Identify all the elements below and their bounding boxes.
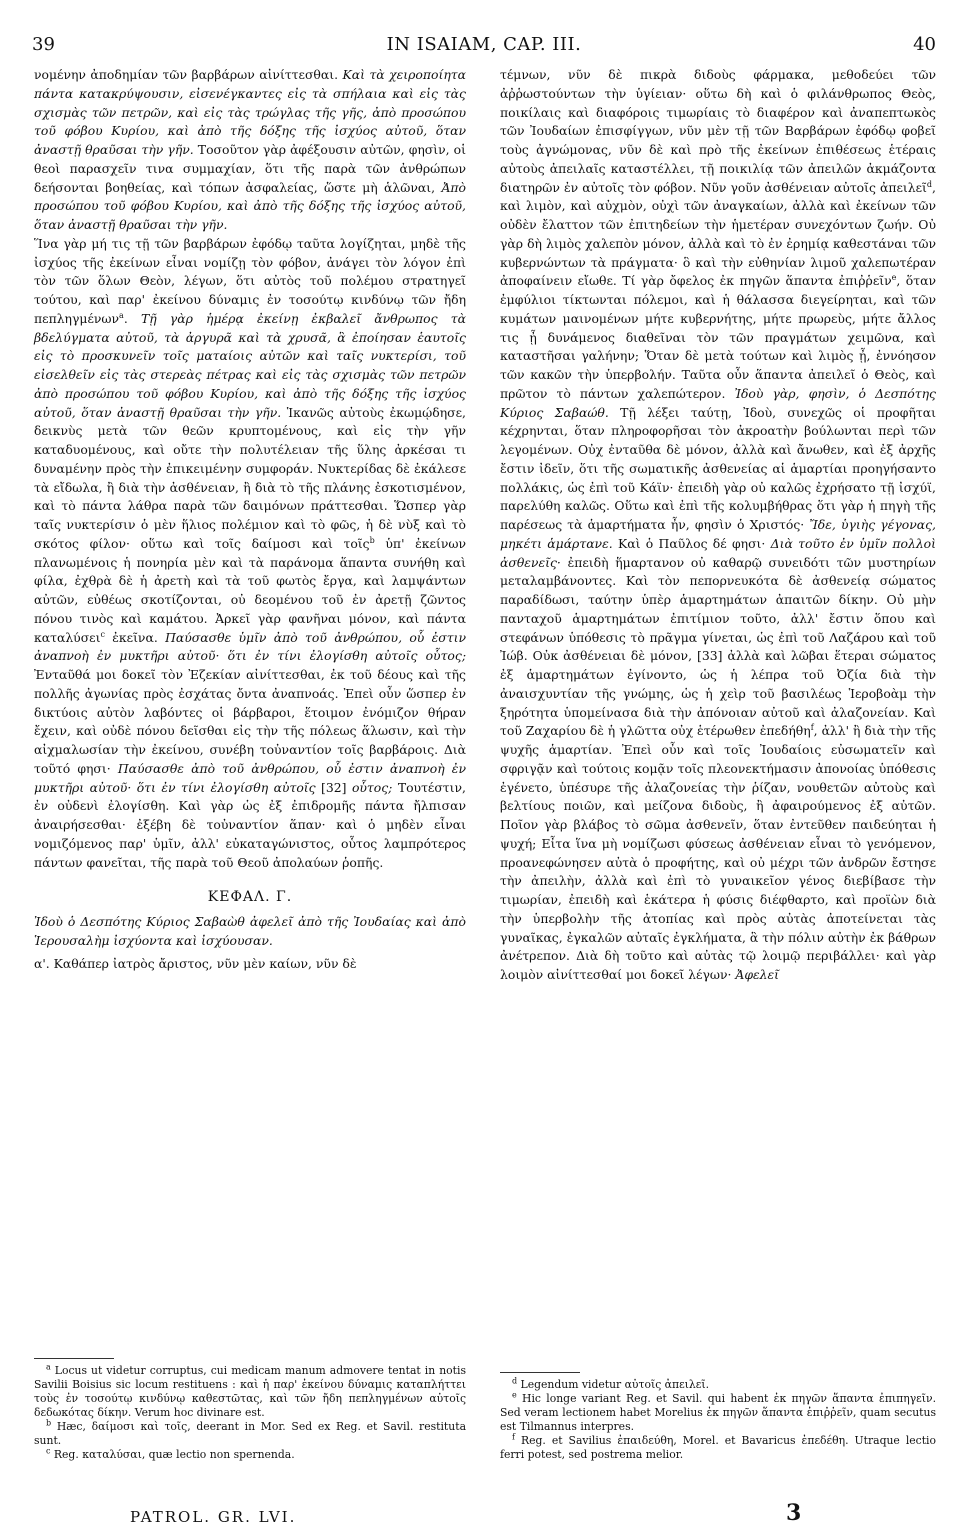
footnote-mark: c xyxy=(46,1446,51,1456)
footnote-mark: b xyxy=(46,1418,52,1428)
footnote-mark: a xyxy=(46,1362,51,1372)
text-run: , ὅταν ἐμφύλιοι τίκτωνται πόλεμοι, καὶ ἡ θάλασσα διεγείρηται, καὶ τῶν κυμάτων μαινομένων μήτε κυβερνήτης, μήτε πρωρεὺς, μήτε ἄλλος τις ᾖ δυνάμενος διαθεῖναι τὸν τῶν πραγμάτων χειμῶνα, καὶ καταστῆσαι γαλήνην; Ὅταν δὲ μετὰ τούτων καὶ λιμὸς ᾖ, ἐννόησον τῶν κακῶν τὴν ὑπερβολήν. Ταῦτα οὖν ἅπαντα ἀπειλεῖ ὁ Θεὸς, καὶ πρῶτον τὸ πάντων χαλεπώτερον. xyxy=(500,273,936,401)
footnote xyxy=(34,1364,466,1420)
scripture-quote: Διὰ τοῦτο ἐν ὑμῖν πολλοὶ ἀσθενεῖς· xyxy=(500,535,936,570)
chapter-heading: ΚΕΦΑΛ. Γ. xyxy=(207,889,293,906)
signature-mark: 3 xyxy=(786,1500,802,1526)
footnotes-right xyxy=(500,1378,936,1462)
footnote xyxy=(34,1420,466,1448)
column-marker: [32] xyxy=(315,779,352,795)
scripture-quote: Ἰδοὺ γὰρ, φησὶν, ὁ Δεσπότης Κύριος Σαβαώθ. xyxy=(500,385,936,420)
footnote-marker: b xyxy=(369,535,375,545)
left-column xyxy=(34,66,466,973)
page-number-left: 39 xyxy=(32,34,55,55)
footnote xyxy=(34,1448,466,1462)
footnote-text: Legendum videtur αὐτοῖς ἀπειλεῖ. xyxy=(517,1378,710,1391)
text-run: Τῇ λέξει ταύτῃ, Ἰδοὺ, συνεχῶς οἱ προφῆται κέχρηνται, ὅταν πληροφορῆσαι τὸν ἀκροατὴν βούλωνται περὶ τῶν λεγομένων. Οὐχ ἐνταῦθα δὲ μόνον, ἀλλὰ καὶ ἄνωθεν, καὶ ἐξ ἀρχῆς ἔστιν ἰδεῖν, ὅτι τῆς σωματικῆς ἀσθενείας αἱ ἁμαρτίαι προηγήσαντο πολλάκις, ὡς ἐπὶ τοῦ Κάϊν· ἐπειδὴ γὰρ οὐ καλῶς ἐχρήσατο τῇ ἰσχύϊ, παρελύθη καλῶς. Οὕτω καὶ ἐπὶ τῆς κολυμβήθρας ὅτι γὰρ ἡ πηγὴ τῆς παρέσεως τὰ ἁμαρτήματα ἦν, φησὶν ὁ Χριστός· xyxy=(500,404,936,532)
text-run: Ἱκανῶς αὐτοὺς ἐκωμῴδησε, δεικνὺς μετὰ τῶν θεῶν κρυπτομένους, καὶ εἰς τὴν γῆν καταδυομένους, καὶ οὔτε τὴν πολυτέλειαν τῆς ὕλης ἀρκέσαι τι δυναμένην πρὸς τὴν ἐπικειμένην συμφοράν. Νυκτερίδας δὲ ἐκάλεσε τὰ εἴδωλα, ἢ διὰ τὴν ἀσθένειαν, ἢ διὰ τὸ τῆς πλάνης ἐσκοτισμένον, καὶ τὸ πάντα λάθρα παρὰ τῶν δαιμόνων πράττεσθαι. Ὥσπερ γὰρ ταῖς νυκτερίσιν ὁ μὲν ἥλιος πολέμιον καὶ τὸ φῶς, ἡ δὲ νὺξ καὶ τὸ σκότος φίλον· οὕτω καὶ τοῖς δαίμοσι καὶ τοῖς xyxy=(34,404,466,551)
footnote-rule xyxy=(34,1358,114,1359)
scripture-quote: Ἀφελεῖ xyxy=(735,967,780,982)
footnotes-left xyxy=(34,1364,466,1462)
footnote xyxy=(500,1434,936,1462)
footnote-text: Hæc, δαίμοσι καὶ τοῖς, deerant in Mor. Sed ex Reg. et Savil. restituta sunt. xyxy=(34,1420,466,1447)
footnote-text: Reg. καταλύσαι, quæ lectio non spernenda. xyxy=(50,1448,295,1461)
text-run: ὑπ' ἐκείνων πλανωμένοις ἡ πονηρία μὲν καὶ τὰ παράνομα ἅπαντα συνήθη καὶ φίλα, ἐχθρὰ δὲ ἡ ἀρετὴ καὶ τὰ τοῦ φωτὸς ἔργα, καὶ λαμψάντων αὐτῶν, εὐθέως σκοτίζονται, οὐ δεομένου τοῦ ἐν ἀρετῇ ζῶντος πόνου τινὸς καὶ καμάτου. Ἀρκεῖ γὰρ φανῆναι μόνον, καὶ πάντα καταλύσει xyxy=(34,535,466,645)
footnote-mark: e xyxy=(512,1390,517,1400)
footnote-text: Hic longe variant Reg. et Savil. qui habent ἐκ πηγῶν ἅπαντα ἐπιπηγεῖν. Sed veram lectionem habet Morelius ἐκ πηγῶν ἅπαντα ἐπιῤῥεῖν, quam secutus est Tilmannus interpres. xyxy=(500,1392,936,1433)
paragraph xyxy=(500,66,936,985)
footnote-text: Reg. et Savilius ἐπαιδεύθη, Morel. et Bavaricus ἐπεδέθη. Utraque lectio ferri potest, sed postrema melior. xyxy=(500,1434,936,1461)
paragraph: α'. Καθάπερ ἰατρὸς ἄριστος, νῦν μὲν καίων, νῦν δὲ xyxy=(34,955,357,971)
text-run: Τουτέστιν, ἐν οὐδενὶ ἐλογίσθη. Καὶ γὰρ ὡς ἐξ ἐπιδρομῆς πάντα ἤλπισαν ἀναιρήσεσθαι· ἐξέβη δὲ τοὐναντίον ἅπαν· καὶ ὁ μηδὲν εἶναι νομιζόμενος παρ' ὑμῖν, ἀλλ' εὐκαταγώνιστος, οὗτος λαμπρότερος πάντων φανεῖται, τῆς παρὰ τοῦ Θεοῦ ἀπολαύων ῥοπῆς. xyxy=(34,779,466,870)
page-number-right: 40 xyxy=(913,34,936,55)
text-run: , καὶ λιμὸν, καὶ αὐχμὸν, οὐχὶ τῶν ἀναγκαίων, ἀλλὰ καὶ ἐκείνων τῶν οὐδὲν ἔλαττον τῶν ἐπιτηδείων τὴν ἡμετέραν συνεχόντων ζωήν. Οὐ γὰρ δὴ λιμὸς χαλεπὸν μόνον, ἀλλὰ καὶ τὸ ἐν ἐρημίᾳ καθεστάναι τῶν κυβερνώντων τὰ πράγματα· ὃ καὶ τὴν εὐθηνίαν λιμοῦ χαλεπωτέραν ἀποφαίνειν εἴωθε. Τί γὰρ ὄφελος ἐκ πηγῶν ἅπαντα ἐπιῤῥεῖν xyxy=(500,179,936,289)
running-title: IN ISAIAM, CAP. III. xyxy=(386,34,582,55)
text-run: Ἵνα γὰρ μή τις τῇ τῶν βαρβάρων ἐφόδῳ ταῦτα λογίζηται, μηδὲ τῆς ἰσχύος τῆς ἐκείνων εἶναι νομίζῃ τὸν φόβον, ἀνάγει τὸν λόγον ἐπὶ τὸν τῶν ὅλων Θεὸν, λέγων, ὅτι αὐτὸς τοῦ πολέμου στρατηγεῖ τούτου, καὶ παρ' ἐκείνου δύναμις ἐν τοσούτῳ κινδύνῳ τῶν ἤδη πεπληγμένων xyxy=(34,235,466,326)
footnote-text: Locus ut videtur corruptus, cui medicam manum admovere tentat in notis Savilii Boisius sic locum restituens : καὶ ἡ παρ' ἐκείνου δύναμις καταπλήττει τοὺς ἐν τοσούτῳ κινδύνῳ καθεστῶτας, καὶ τῶν ἤδη πεπληγμένων αὐτοῖς δεδωκότας δίκην. Verum hoc divinare est. xyxy=(34,1364,466,1419)
footnote-mark: f xyxy=(512,1432,515,1442)
scripture-quote: Ἀπὸ προσώπου τοῦ φόβου Κυρίου, καὶ ἀπὸ τῆς δόξης τῆς ἰσχύος αὐτοῦ, ὅταν ἀναστῇ θραῦσαι τὴν γῆν. xyxy=(34,179,466,232)
chapter-verse: Ἰδοὺ ὁ Δεσπότης Κύριος Σαβαὼθ ἀφελεῖ ἀπὸ τῆς Ἰουδαίας καὶ ἀπὸ Ἱερουσαλὴμ ἰσχύοντα καὶ ἰσχύουσαν. xyxy=(34,914,466,948)
page-header xyxy=(30,34,938,60)
scripture-quote: Παύσασθε ὑμῖν ἀπὸ τοῦ ἀνθρώπου, οὗ ἐστιν ἀναπνοὴ ἐν μυκτῆρι αὐτοῦ· ὅτι ἐν τίνι ἐλογίσθη αὐτοῖς οὗτος; xyxy=(34,629,466,664)
text-run: τέμνων, νῦν δὲ πικρὰ διδοὺς φάρμακα, μεθοδεύει τῶν ἀῤῥωστούντων τὴν ὑγίειαν· οὕτω δὴ καὶ ὁ φιλάνθρωπος Θεὸς, ποικίλαις καὶ διαφόροις τιμωρίαις τὸ διαφέρον καὶ ἀναπεπτωκὸς τῶν Ἰουδαίων ἐπισφίγγων, νῦν μὲν τῇ τῶν Βαρβάρων ἐφόδῳ φοβεῖ τοὺς ἀγνώμονας, νῦν δὲ καὶ πρὸ τῆς ἐκείνων ἐπιθέσεως ἑτέραις αὐτοὺς ἀπειλαῖς καταστέλλει, τῇ ποικιλίᾳ τῶν ἀπειλῶν ἀκμάζοντα διατηρῶν ἐν αὐτοῖς τὸν φόβον. Νῦν γοῦν ἀσθένειαν αὐτοῖς ἀπειλεῖ xyxy=(500,67,936,195)
text-run: νομένην ἀποδημίαν τῶν βαρβάρων αἰνίττεσθαι. xyxy=(34,67,343,82)
text-run: ἐκεῖνα. xyxy=(104,629,166,645)
scripture-quote: Καὶ τὰ χειροποίητα πάντα κατακρύψουσιν, εἰσενέγκαντες εἰς τὰ σπήλαια καὶ εἰς τὰς σχισμὰς τῶν πετρῶν, καὶ εἰς τὰς τρώγλας τῆς γῆς, ἀπὸ προσώπου τοῦ φόβου Κυρίου, καὶ ἀπὸ τῆς δόξης τῆς ἰσχύος αὐτοῦ, ὅταν ἀναστῇ θραῦσαι τὴν γῆν. xyxy=(34,67,466,157)
paragraph xyxy=(34,235,466,873)
scripture-quote: Παύσασθε ἀπὸ τοῦ ἀνθρώπου, οὗ ἐστιν ἀναπνοὴ ἐν μυκτῆρι αὐτοῦ· ὅτι ἐν τίνι ἐλογίσθη αὐτοῖς xyxy=(34,760,466,795)
footnote-marker: a xyxy=(119,310,124,320)
footnote-marker: c xyxy=(100,629,105,639)
footnote-marker: e xyxy=(891,273,897,283)
footnote xyxy=(500,1378,936,1392)
series-footer: PATROL. GR. LVI. xyxy=(130,1508,297,1526)
scripture-quote: Τῇ γὰρ ἡμέρᾳ ἐκείνῃ ἐκβαλεῖ ἄνθρωπος τὰ βδελύγματα αὐτοῦ, τὰ ἀργυρᾶ καὶ τὰ χρυσᾶ, ἃ ἐποίησαν ἑαυτοῖς εἰς τὸ προσκυνεῖν τοῖς ματαίοις αὐτῶν καὶ ταῖς νυκτερίσι, τοῦ εἰσελθεῖν εἰς τὰς στερεὰς πέτρας καὶ εἰς τὰς σχισμὰς τῶν πετρῶν ἀπὸ προσώπου τοῦ φόβου Κυρίου, καὶ ἀπὸ τῆς δόξης τῆς ἰσχύος αὐτοῦ, ὅταν ἀναστῇ θραῦσαι τὴν γῆν. xyxy=(34,310,466,420)
right-column xyxy=(500,66,936,985)
text-run: Ἐνταῦθά μοι δοκεῖ τὸν Ἐζεκίαν αἰνίττεσθαι, ἐκ τοῦ δέους καὶ τῆς πολλῆς ἀγωνίας πρὸς ἐσχάτας ὄντα ἀναπνοάς. Ἐπεὶ οὖν ὥσπερ ἐν δικτύοις αὐτὸν λαβόντες οἱ βάρβαροι, ἕτοιμον ἐνόμιζον θήραν ἔχειν, καὶ οὐδὲ πόνου δεῖσθαι εἰς τὴν τῆς πόλεως ἅλωσιν, καὶ τὴν αἰχμαλωσίαν τὴν ἐκείνου, συνέβη τοὐναντίον τοῖς βαρβάροις. Διὰ τοῦτό φησι· xyxy=(34,667,466,776)
text-run: , ἀλλ' ἢ διὰ τὴν τῆς ψυχῆς ἁμαρτίαν. Ἐπεὶ οὖν καὶ τοῖς Ἰουδαίοις εὐσωματεῖν καὶ σφριγᾷν καὶ τούτοις κομᾷν τοῖς πλεονεκτήμασιν ἀπονοίας ὑπόθεσις ἐγένετο, ὑπέσυρε τῆς ἀλαζονείας τὴν ῥίζαν, νουθετῶν αὐτοὺς καὶ βελτίους ποιῶν, καὶ μείζονα διδοὺς, ἢ ἀφαιρούμενος ἐξ αὐτῶν. Ποῖον γὰρ βλάβος τὸ σῶμα ἀσθενεῖν, ὅταν ἐντεῦθεν παιδεύηται ἡ ψυχή; Εἶτα ἵνα μὴ νομίζωσι φύσεως ἀσθένειαν εἶναι τὸ γενόμενον, προανεφώνησεν αὐτὰ ὁ προφήτης, καὶ οὐ μέχρι τῶν ἀνδρῶν ἔστησε τὴν ἀπειλὴν, ἀλλὰ καὶ ἐπὶ τὸ γυναικεῖον γένος διεβίβασε τὴν τιμωρίαν, ἐπειδὴ καὶ ἑκάτερα ἡ φύσις διέφθαρτο, καὶ προϊὼν διὰ τὴν ὑπερβολὴν τῆς ἀτοπίας καὶ πρὸς αὐτὰς ἀποτείνεται τὰς γυναῖκας, ἐγκαλῶν αὐταῖς ἐγκλήματα, ἃ τὴν πόλιν αὐτὴν ἐκ βάθρων ἀνέτρεπον. Διὰ δὴ τοῦτο καὶ αὐτὰς τῷ λοιμῷ περιβάλλει· καὶ γὰρ λοιμὸν αἰνίττεσθαί μοι δοκεῖ λέγων· xyxy=(500,723,937,982)
scripture-quote: οὗτος; xyxy=(351,779,393,795)
text-run: ἐπειδὴ ἥμαρτανον οὐ καθαρῷ συνειδότι τῶν μυστηρίων μεταλαμβάνοντες. Καὶ τὸν πεπορνευκότα δὲ ἀσθενείᾳ σώματος παραδίδωσι, ταύτην ὑπὲρ ἁμαρτημάτων ἀπαιτῶν δίκην. Οὐ μὴν πανταχοῦ ἁμαρτημάτων ἐπιτίμιον τοῦτο, ἀλλ' ἔστιν ὅπου καὶ στεφάνων ὑπόθεσις τὸ πρᾶγμα γίνεται, ὡς ἐπὶ τοῦ Λαζάρου καὶ τοῦ Ἰώβ. Οὐκ ἀσθένειαι δὲ μόνον, [33] ἀλλὰ καὶ λῶβαι ἕτεραι σώματος ἐξ ἁμαρτημάτων ἐγίνοντο, ὡς ἡ λέπρα τοῦ Ὀζία διὰ τὴν ἀναισχυντίαν τῆς γνώμης, ὡς ἡ χεὶρ τοῦ βασιλέως Ἱεροβοὰμ τὴν ξηρότητα ὑπομείνασα διὰ τὴν ἀπόνοιαν αὐτοῦ καὶ ἀλαζονείαν. Καὶ τοῦ Ζαχαρίου δὲ ἡ γλῶττα οὐχ ἑτέρωθεν ἐπεδήθη xyxy=(500,554,936,739)
paragraph xyxy=(34,66,466,235)
scripture-quote: Ἴδε, ὑγιὴς γέγονας, μηκέτι ἁμάρτανε. xyxy=(500,517,936,551)
footnote-marker: d xyxy=(926,179,933,189)
footnote xyxy=(500,1392,936,1434)
footnote-rule xyxy=(500,1372,580,1373)
text-run: Καὶ ὁ Παῦλος δέ φησι· xyxy=(612,535,771,551)
footnote-marker: f xyxy=(810,723,814,733)
footnote-mark: d xyxy=(512,1376,518,1386)
text-run: . xyxy=(123,310,141,326)
text-run: Τοσοῦτον γὰρ ἀφέξουσιν αὐτῶν, φησὶν, οἱ θεοὶ παρασχεῖν τινα συμμαχίαν, ὅτι τῆς παρὰ τῶν ἀνθρώπων δεήσονται βοηθείας, καὶ τόπων ἀσφαλείας, ὥστε μὴ ἁλῶναι, xyxy=(34,142,466,195)
